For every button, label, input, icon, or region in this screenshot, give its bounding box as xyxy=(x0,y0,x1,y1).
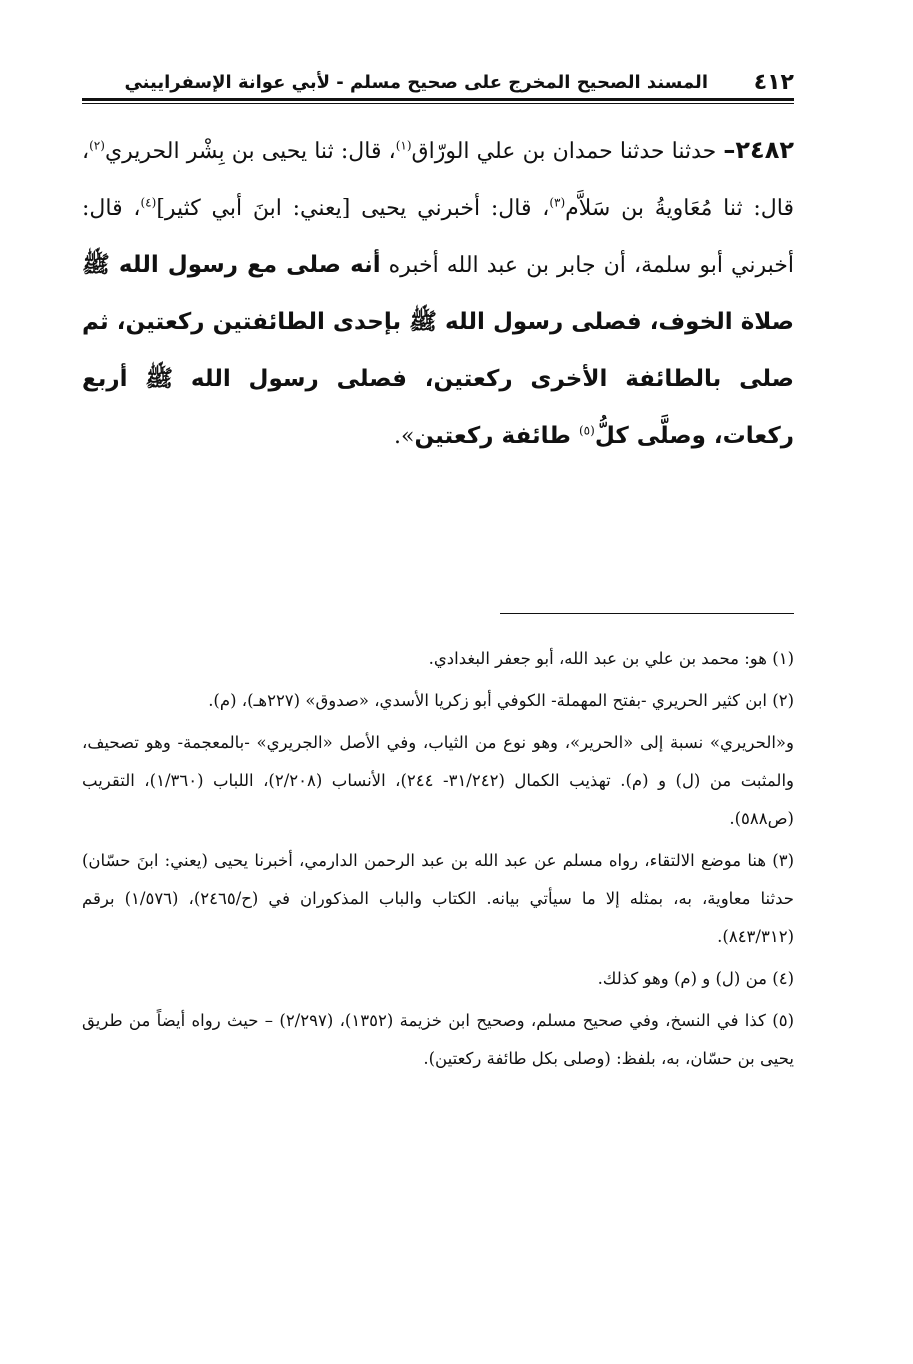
isnad-segment-5: ، قال: أخبرني أبو سلمة، أن جابر بن عبد الله أخبره xyxy=(82,196,795,278)
footnotes xyxy=(82,640,794,1082)
hadith-dash: – xyxy=(723,136,736,164)
hadith-text xyxy=(82,122,794,465)
footnote-5: (٥) كذا في النسخ، وفي صحيح مسلم، وصحيح ابن خزيمة (١٣٥٢)، (٢/٢٩٧) – حيث رواه أيضاً من طريق يحيى بن حسّان، به، بلفظ: (وصلى بكل طائفة ركعتين). xyxy=(82,1011,794,1068)
matn-bold-1: أنه صلى مع رسول الله ﷺ صلاة الخوف، فصلى رسول الله ﷺ بإحدى الطائفتين ركعتين، ثم صلى بالطائفة الأخرى ركعتين، فصلى رسول الله ﷺ أربع ركعات، وصلَّى كلُّ xyxy=(82,252,794,449)
isnad-segment-4: ، قال: أخبرني يحيى [يعني: ابنَ أبي كثير] xyxy=(156,196,550,221)
hadith-number: ٢٤٨٢ xyxy=(735,136,794,164)
footnote-4: (٤) من (ل) و (م) وهو كذلك. xyxy=(597,969,794,988)
footnote-3: (٣) هنا موضع الالتقاء، رواه مسلم عن عبد الله بن عبد الرحمن الدارمي، أخبرنا يحيى (يعني: ابنَ حسّان) حدثنا معاوية، به، بمثله إلا ما سيأتي بيانه. الكتاب والباب المذكوران في (ح/٢٤٦٥)، (١/٥٧٦) برقم (٨٤٣/٣١٢). xyxy=(82,851,794,946)
footnote-separator xyxy=(500,613,794,614)
closing-quote: ». xyxy=(394,424,415,449)
footnote-ref-3: (٣) xyxy=(549,195,566,210)
footnote-2-continued: و«الحريري» نسبة إلى «الحرير»، وهو نوع من الثياب، وفي الأصل «الجريري» -بالمعجمة- وهو تصحيف، والمثبت من (ل) و (م). تهذيب الكمال (٣١/٢٤٢- ٢٤٤)، الأنساب (٢/٢٠٨)، اللباب (١/٣٦٠)، التقريب (ص٥٨٨). xyxy=(82,733,795,828)
isnad-segment-3: ، قال: ثنا مُعَاويةُ بن سَلاَّم xyxy=(82,139,794,221)
footnote-ref-4: (٤) xyxy=(140,195,157,210)
footnote-1: (١) هو: محمد بن علي بن عبد الله، أبو جعفر البغدادي. xyxy=(428,649,794,668)
header-rule-thin xyxy=(82,103,794,104)
page-number: ٤١٢ xyxy=(753,70,794,95)
footnote-ref-5: (٥) xyxy=(578,423,595,438)
matn-bold-2: طائفة ركعتين xyxy=(414,423,579,449)
isnad-segment-2: ، قال: ثنا يحيى بن بِشْر الحريري xyxy=(104,139,396,164)
isnad-segment-1: حدثنا حدثنا حمدان بن علي الورّاق xyxy=(411,139,724,164)
footnote-ref-1: (١) xyxy=(395,138,412,153)
footnote-2: (٢) ابن كثير الحريري -بفتح المهملة- الكوفي أبو زكريا الأسدي، «صدوق» (٢٢٧هـ)، (م). xyxy=(208,691,794,710)
page-header xyxy=(82,58,794,100)
header-rule xyxy=(82,98,794,101)
footnote-ref-2: (٢) xyxy=(89,138,105,153)
running-title: المسند الصحيح المخرج على صحيح مسلم - لأبي عوانة الإسفراييني xyxy=(124,72,708,93)
